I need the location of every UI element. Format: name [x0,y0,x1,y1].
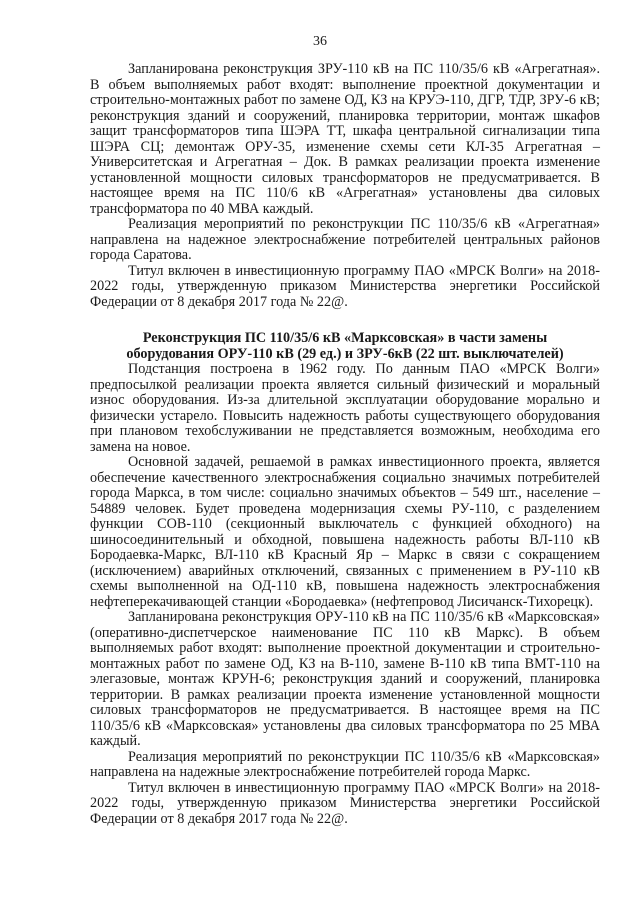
paragraph-agregatnaya-title: Титул включен в инвестиционную программу ПАО «МРСК Волги» на 2018-2022 годы, утвержденную приказом Министерства энергетики Российской Федерации от 8 декабря 2017 года № 22@. [90,262,600,310]
paragraph-marks-reconstruction: Запланирована реконструкция ОРУ-110 кВ на ПС 110/35/6 кВ «Марксовская» (оперативно-диспетчерское наименование ПС 110 кВ Маркс). В объем выполняемых работ входят: выполнение проектной документации и строительно-монтажных работ по замене ОД, КЗ на В-110, замене В-110 кВ типа ВМТ-110 на элегазовые, монтаж КРУН-6; реконструкция зданий и сооружений, планировка территории. В рамках реализации проекта изменение установленной мощности силовых трансформаторов не предусматривается. В настоящее время на ПС 110/35/6 кВ «Марксовская» установлены два силовых трансформатора по 25 МВА каждый. [90,609,600,749]
paragraph-marks-objective: Основной задачей, решаемой в рамках инвестиционного проекта, является обеспечение качественного электроснабжения социально значимых потребителей города Маркса, в том числе: социально значимых объектов – 549 шт., население – 54889 человек. Будет проведена модернизация схемы РУ-110, с разделением функции СОВ-110 (секционный выключатель с функцией обходного) на шиносоединительный и обходной, повышена надежность работы ВЛ-110 кВ Бородаевка-Маркс, ВЛ-110 кВ Красный Яр – Маркс в связи с сокращением (исключением) аварийных отключений, связанных с применением в РУ-110 кВ схемы выполненной на ОД-110 кВ, повышена надежность электроснабжения нефтеперекачивающей станции «Бородаевка» (нефтепровод Лисичанск-Тихорецк). [90,454,600,610]
paragraph-marks-history: Подстанция построена в 1962 году. По данным ПАО «МРСК Волги» предпосылкой реализации проекта является сильный физический и моральный износ оборудования. Из-за длительной эксплуатации оборудование морально и физически устарело. Повысить надежность работы существующего оборудования при плановом техобслуживании не представляется возможным, необходима его замена на новое. [90,361,600,455]
section-heading [90,330,600,362]
paragraph-agregatnaya-purpose: Реализация мероприятий по реконструкции ПС 110/35/6 кВ «Агрегатная» направлена на надежное электроснабжение потребителей центральных районов города Саратова. [90,216,600,263]
section-heading-line2: оборудования ОРУ-110 кВ (29 ед.) и ЗРУ-6кВ (22 шт. выключателей) [126,346,564,362]
paragraph-marks-title: Титул включен в инвестиционную программу ПАО «МРСК Волги» на 2018-2022 годы, утвержденную приказом Министерства энергетики Российской Федерации от 8 декабря 2017 года № 22@. [90,779,600,827]
document-body [90,62,600,827]
section-heading-line1: Реконструкция ПС 110/35/6 кВ «Марксовская» в части замены [142,330,548,346]
paragraph-zru-agregatnaya: Запланирована реконструкция ЗРУ-110 кВ на ПС 110/35/6 кВ «Агрегатная». В объем выполняемых работ входят: выполнение проектной документации и строительно-монтажных работ по замене ОД, КЗ на КРУЭ-110, ДГР, ТДР, ЗРУ-6 кВ; реконструкция зданий и сооружений, планировка территории, монтаж шкафов защит трансформаторов типа ШЭРА ТТ, шкафа центральной сигнализации типа ШЭРА СЦ; демонтаж ОРУ-35, изменение схемы сети КЛ-35 Агрегатная – Университетская и Агрегатная – Док. В рамках реализации проекта изменение установленной мощности силовых трансформаторов не предусматривается. В настоящее время на ПС 110/6 кВ «Агрегатная» установлены два силовых трансформатора по 40 МВА каждый. [90,61,600,217]
paragraph-marks-purpose: Реализация мероприятий по реконструкции ПС 110/35/6 кВ «Марксовская» направлена на надежные электроснабжение потребителей города Маркс. [90,748,600,780]
page-number: 36 [313,34,327,49]
